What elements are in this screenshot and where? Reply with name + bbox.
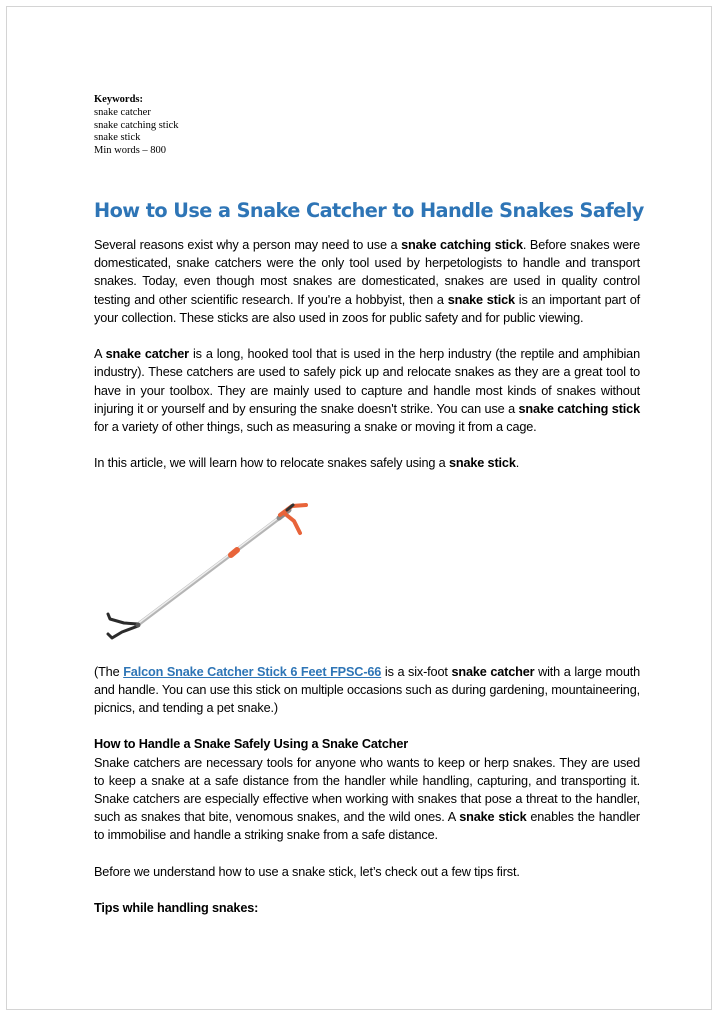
text-run: . Before snakes were domesticated, snake catchers were the only tool used by herpetologists to handle and transport snakes. Today, even though most snakes are domesticated, snakes are used in quality control testing and other scientific research. If you're a hobbyist, then a <box>94 237 640 307</box>
document-page <box>6 6 712 1010</box>
stick-jaw-pivot <box>136 622 141 627</box>
keyword-item: snake stick <box>94 132 141 144</box>
bold-keyword: snake stick <box>447 292 515 307</box>
snake-catcher-stick-image <box>94 493 640 643</box>
tips-heading <box>94 899 640 917</box>
text-run: for a variety of other things, such as measuring a snake or moving it from a cage. <box>94 420 537 434</box>
text-run: Several reasons exist why a person may need to use a <box>94 237 402 252</box>
paragraph-transition: Before we understand how to use a snake stick, let’s check out a few tips first. <box>94 864 520 879</box>
bold-keyword: snake catcher <box>105 347 189 362</box>
keywords-block <box>94 94 640 158</box>
stick-shaft <box>136 516 282 626</box>
paragraph-article-intro <box>94 454 640 472</box>
keyword-item: Min words – 800 <box>94 145 167 157</box>
text-run: . <box>515 456 520 471</box>
snake-catcher-stick-icon <box>94 493 640 643</box>
keywords-title: Keywords: <box>94 94 143 105</box>
keyword-item: snake catcher <box>94 106 151 118</box>
text-run: (The <box>94 664 124 679</box>
stick-handle-cap <box>287 505 293 510</box>
tips-heading-text: Tips while handling snakes: <box>94 901 259 916</box>
stick-jaw-lower <box>108 626 138 638</box>
text-run: enables the handler to immobilise and handle a striking snake from a safe distance. <box>94 810 640 843</box>
product-link[interactable]: Falcon Snake Catcher Stick 6 Feet FPSC-66 <box>123 664 382 679</box>
paragraph-gap <box>94 845 640 863</box>
bold-keyword: snake catching stick <box>518 401 640 416</box>
page-content <box>94 94 644 917</box>
stick-trigger <box>284 513 300 533</box>
bold-keyword: snake stick <box>459 810 527 825</box>
bold-keyword: snake catching stick <box>401 237 523 252</box>
paragraph-gap <box>94 881 640 899</box>
text-run: A <box>94 347 106 362</box>
stick-collar <box>231 550 237 555</box>
text-run: is a long, hooked tool that is used in the herp industry (the reptile and amphibian industry). These catchers are used to safely pick up and relocate snakes as they are a great tool to have in your toolbox. They are mainly used to capture and handle most kinds of snakes without injuring it or yourself and by ensuring the snake doesn't strike. You can use a <box>94 347 640 416</box>
bold-keyword: snake catcher <box>451 664 535 679</box>
keyword-item: snake catching stick <box>94 119 179 131</box>
article-title: How to Use a Snake Catcher to Handle Snakes Safely <box>94 198 644 222</box>
stick-jaw-upper <box>108 614 138 624</box>
article-body <box>94 236 640 917</box>
paragraph-gap <box>94 327 640 345</box>
text-run: is a six-foot <box>381 664 452 679</box>
paragraph-definition <box>94 345 640 436</box>
text-run: with a large mouth and handle. You can use this stick on multiple occasions such as during gardening, mountaineering, picnics, and tending a pet snake.) <box>94 664 641 715</box>
paragraph-gap <box>94 717 640 735</box>
text-run: is an important part of your collection. These sticks are also used in zoos for public safety and for public viewing. <box>94 292 640 325</box>
bold-keyword: snake stick <box>448 456 516 471</box>
paragraph-handling <box>94 754 640 845</box>
section-heading <box>94 735 640 753</box>
stick-shaft-highlight <box>136 515 282 625</box>
paragraph-gap <box>94 436 640 454</box>
text-run: In this article, we will learn how to relocate snakes safely using a <box>94 456 449 471</box>
paragraph-intro <box>94 236 640 327</box>
section-heading-text: How to Handle a Snake Safely Using a Snake Catcher <box>94 737 409 752</box>
image-caption <box>94 663 640 718</box>
text-run: Snake catchers are necessary tools for anyone who wants to keep or herp snakes. They are used to keep a snake at a safe distance from the handler while handling, capturing, and transporting it. Snake catchers are especially effective when working with snakes that pose a threat to the handler, such as snakes that bite, venomous snakes, and the wild ones. A <box>94 755 640 825</box>
